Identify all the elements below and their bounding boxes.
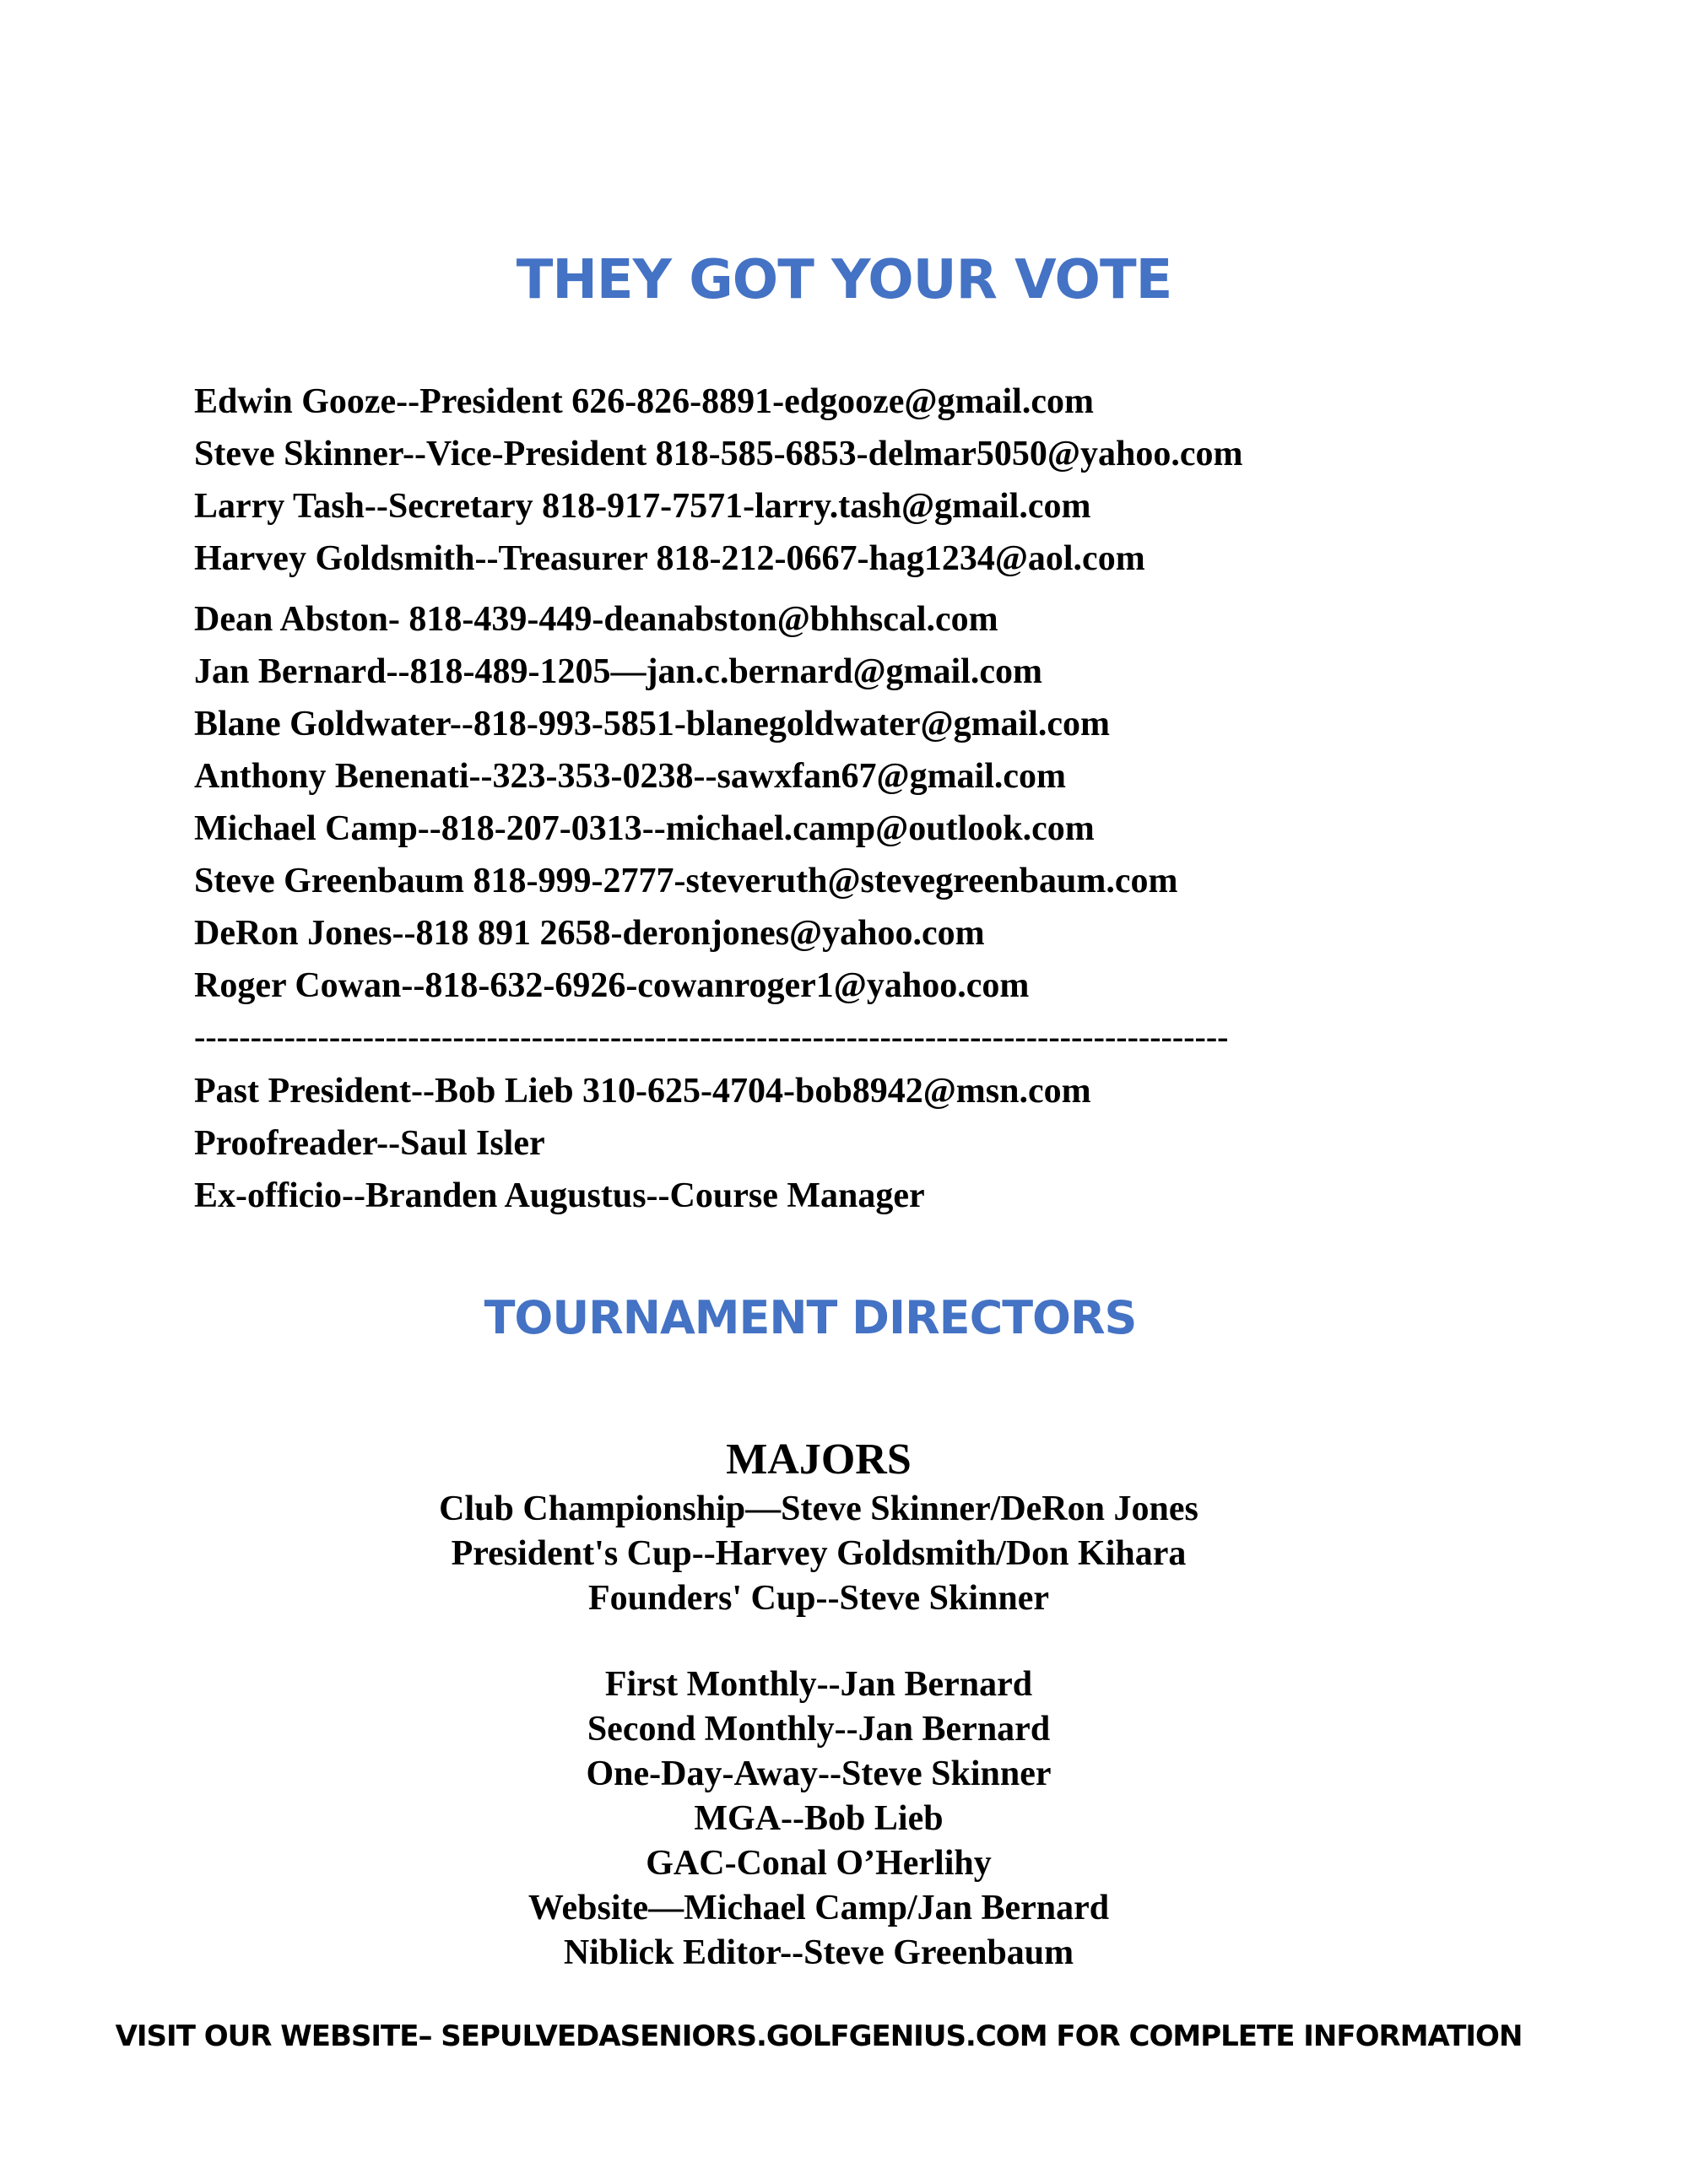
event-entry: Second Monthly--Jan Bernard xyxy=(587,1710,1051,1749)
officer-entry: Steve Skinner--Vice-President 818-585-6853-delmar5050@yahoo.com xyxy=(194,435,1243,473)
officer-entry: Dean Abston- 818-439-449-deanabston@bhhscal.com xyxy=(194,600,998,639)
event-entry: GAC-Conal O’Herlihy xyxy=(646,1844,992,1883)
additional-roles-list xyxy=(194,1065,1091,1222)
officer-entry: Edwin Gooze--President 626-826-8891-edgooze@gmail.com xyxy=(194,382,1094,421)
major-tournament-entry: Founders' Cup--Steve Skinner xyxy=(587,1579,1050,1618)
other-events-list xyxy=(0,1662,1637,1976)
majors-list xyxy=(0,1487,1637,1621)
majors-heading: MAJORS xyxy=(726,1435,912,1484)
page-title: THEY GOT YOUR VOTE xyxy=(516,249,1172,311)
role-entry: Proofreader--Saul Isler xyxy=(194,1124,545,1163)
dashed-divider: -------------------------------------------------------------------------------------------- xyxy=(194,1018,1229,1056)
officer-entry: Steve Greenbaum 818-999-2777-steveruth@stevegreenbaum.com xyxy=(194,862,1178,900)
website-footer: VISIT OUR WEBSITE– SEPULVEDASENIORS.GOLFGENIUS.COM FOR COMPLETE INFORMATION xyxy=(115,2019,1523,2053)
officer-entry: Anthony Benenati--323-353-0238--sawxfan67@gmail.com xyxy=(194,757,1067,796)
officer-entry: Michael Camp--818-207-0313--michael.camp@outlook.com xyxy=(194,809,1095,848)
major-tournament-entry: Club Championship—Steve Skinner/DeRon Jones xyxy=(439,1489,1198,1528)
officer-entry: Roger Cowan--818-632-6926-cowanroger1@yahoo.com xyxy=(194,966,1030,1005)
officer-entry: Blane Goldwater--818-993-5851-blanegoldwater@gmail.com xyxy=(194,705,1111,743)
officer-entry: Harvey Goldsmith--Treasurer 818-212-0667-hag1234@aol.com xyxy=(194,539,1145,578)
role-entry: Past President--Bob Lieb 310-625-4704-bob8942@msn.com xyxy=(194,1072,1091,1111)
officers-list xyxy=(194,376,1243,1012)
role-entry: Ex-officio--Branden Augustus--Course Manager xyxy=(194,1176,925,1215)
event-entry: First Monthly--Jan Bernard xyxy=(604,1665,1033,1704)
officer-entry: Larry Tash--Secretary 818-917-7571-larry.tash@gmail.com xyxy=(194,487,1091,526)
event-entry: MGA--Bob Lieb xyxy=(694,1799,944,1838)
major-tournament-entry: President's Cup--Harvey Goldsmith/Don Kihara xyxy=(451,1534,1187,1573)
section-title-tournament-directors: TOURNAMENT DIRECTORS xyxy=(484,1291,1137,1344)
officer-entry: Jan Bernard--818-489-1205—jan.c.bernard@gmail.com xyxy=(194,652,1042,691)
event-entry: Website—Michael Camp/Jan Bernard xyxy=(528,1889,1110,1927)
event-entry: One-Day-Away--Steve Skinner xyxy=(586,1754,1052,1793)
officer-entry: DeRon Jones--818 891 2658-deronjones@yahoo.com xyxy=(194,914,985,953)
event-entry: Niblick Editor--Steve Greenbaum xyxy=(563,1933,1074,1972)
